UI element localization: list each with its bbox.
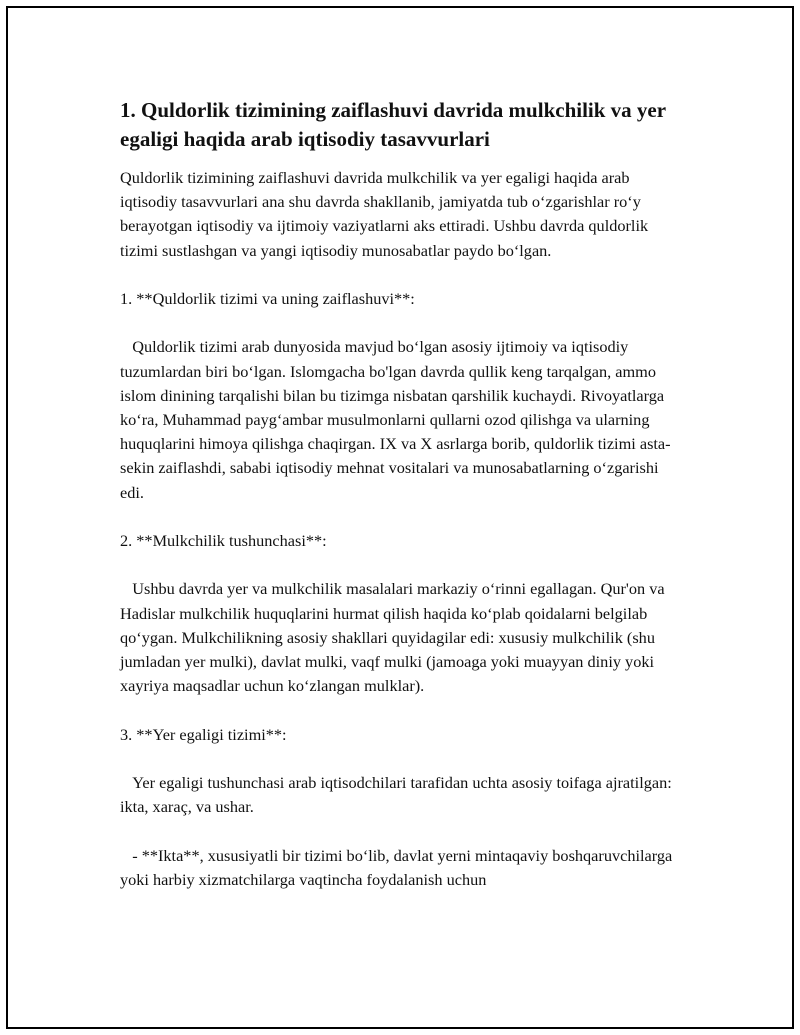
paragraph-gap [120, 311, 686, 335]
document-body [120, 96, 686, 892]
intro-paragraph: Quldorlik tizimining zaiflashuvi davrida mulkchilik va yer egaligi haqida arab iqtisodiy tasavvurlari ana shu davrda shakllanib, jamiyatda tub o‘zgarishlar ro‘y berayotgan iqtisodiy va ijtimoiy vaziyatlarni aks ettiradi. Ushbu davrda quldorlik tizimi sustlashgan va yangi iqtisodiy munosabatlar paydo bo‘lgan. [120, 168, 653, 260]
section-heading-land-tenure: 3. **Yer egaligi tizimi**: [120, 724, 287, 744]
slavery-paragraph: Quldorlik tizimi arab dunyosida mavjud bo‘lgan asosiy ijtimoiy va iqtisodiy tuzumlardan biri bo‘lgan. Islomgacha bo'lgan davrda qullik keng tarqalgan, ammo islom dinining tarqalishi bilan bu tizimga nisbatan qarshilik kuchaydi. Rivoyatlarga ko‘ra, Muhammad payg‘ambar musulmonlarni qullarni ozod qilishga va ularning huquqlarini himoya qilishga chaqirgan. IX va X asrlarga borib, quldorlik tizimi asta-sekin zaiflashdi, sababi iqtisodiy mehnat vositalari va munosabatlarning o‘zgarishi edi. [120, 337, 671, 502]
section-heading-slavery: 1. **Quldorlik tizimi va uning zaiflashuvi**: [120, 289, 415, 308]
land-tenure-paragraph: Yer egaligi tushunchasi arab iqtisodchilari tarafidan uchta asosiy toifaga ajratilgan: ikta, xaraç, va ushar. [120, 772, 676, 817]
paragraph-gap [120, 553, 686, 577]
ownership-paragraph: Ushbu davrda yer va mulkchilik masalalari markaziy o‘rinni egallagan. Qur'on va Hadislar mulkchilik huquqlarini hurmat qilish haqida ko‘plab qoidalarni belgilab qo‘ygan. Mulkchilikning asosiy shakllari quyidagilar edi: xususiy mulkchilik (shu jumladan yer mulki), davlat mulki, vaqf mulki (jamoaga yoki muayyan diniy yoki xayriya maqsadlar uchun ko‘zlangan mulklar). [120, 579, 669, 696]
document-title: 1. Quldorlik tizimining zaiflashuvi davrida mulkchilik va yer egaligi haqida arab iqtisodiy tasavvurlari [120, 98, 666, 151]
document-page [6, 6, 794, 1029]
paragraph-gap [120, 263, 686, 287]
section-heading-ownership: 2. **Mulkchilik tushunchasi**: [120, 531, 327, 550]
paragraph-gap [120, 819, 686, 843]
ikta-list-item: - **Ikta**, xususiyatli bir tizimi bo‘lib, davlat yerni mintaqaviy boshqaruvchilarga yoki harbiy xizmatchilarga vaqtincha foydalanish uchun [120, 845, 677, 889]
paragraph-gap [120, 505, 686, 529]
paragraph-gap [120, 747, 686, 771]
paragraph-gap [120, 698, 686, 722]
